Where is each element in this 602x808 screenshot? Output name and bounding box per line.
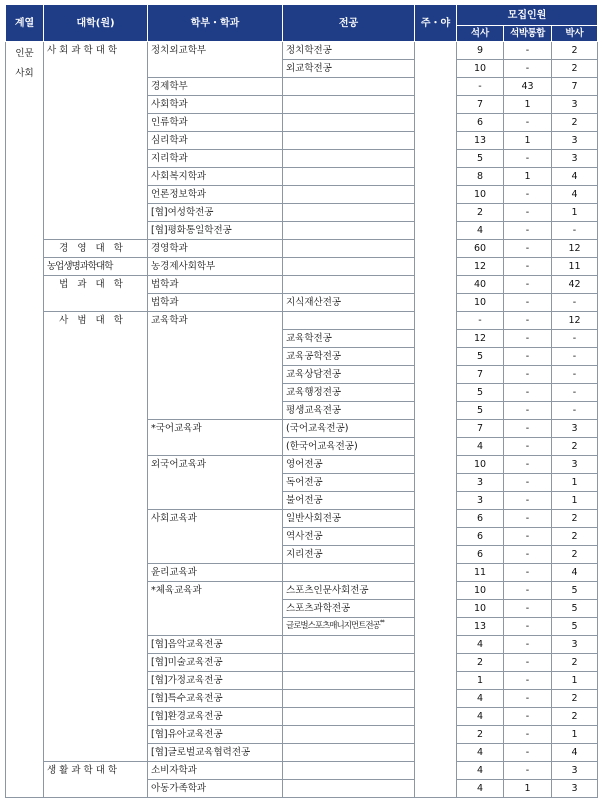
major-cell: 외교학전공 <box>283 60 415 78</box>
doctor-cell: 5 <box>552 600 598 618</box>
master-cell: 3 <box>457 474 504 492</box>
major-cell <box>283 726 415 744</box>
integrated-cell: - <box>504 114 552 132</box>
table-header <box>6 5 598 42</box>
integrated-cell: - <box>504 402 552 420</box>
master-cell: 2 <box>457 654 504 672</box>
doctor-cell: 3 <box>552 456 598 474</box>
college-business: 경영대학 <box>44 240 148 258</box>
dept-cell: 지리학과 <box>148 150 283 168</box>
doctor-cell: 2 <box>552 438 598 456</box>
dept-cell: [협]가정교육전공 <box>148 672 283 690</box>
major-cell: 교육상담전공 <box>283 366 415 384</box>
major-cell <box>283 186 415 204</box>
dept-cell: 외국어교육과 <box>148 456 283 510</box>
integrated-cell: - <box>504 222 552 240</box>
integrated-cell: - <box>504 294 552 312</box>
master-cell: 5 <box>457 150 504 168</box>
integrated-cell: - <box>504 258 552 276</box>
doctor-cell: 1 <box>552 474 598 492</box>
doctor-cell: 4 <box>552 168 598 186</box>
college-education: 사범대학 <box>44 312 148 762</box>
dept-cell: [협]환경교육전공 <box>148 708 283 726</box>
doctor-cell: 2 <box>552 708 598 726</box>
master-cell: 10 <box>457 186 504 204</box>
integrated-cell: 1 <box>504 780 552 798</box>
table-row <box>6 276 598 294</box>
dept-cell: 심리학과 <box>148 132 283 150</box>
integrated-cell: - <box>504 726 552 744</box>
major-cell: 스포츠과학전공 <box>283 600 415 618</box>
major-cell <box>283 132 415 150</box>
doctor-cell: - <box>552 348 598 366</box>
doctor-cell: 2 <box>552 528 598 546</box>
master-cell: 4 <box>457 690 504 708</box>
master-cell: 5 <box>457 384 504 402</box>
doctor-cell: 4 <box>552 186 598 204</box>
major-cell <box>283 672 415 690</box>
master-cell: 10 <box>457 600 504 618</box>
doctor-cell: 3 <box>552 762 598 780</box>
integrated-cell: 1 <box>504 132 552 150</box>
integrated-cell: - <box>504 546 552 564</box>
header-integrated: 석박통합 <box>504 26 552 42</box>
major-cell: 스포츠인문사회전공 <box>283 582 415 600</box>
integrated-cell: 1 <box>504 168 552 186</box>
major-footnote-mark: ** <box>379 619 384 627</box>
doctor-cell: 2 <box>552 42 598 60</box>
integrated-cell: - <box>504 762 552 780</box>
dept-cell: 정치외교학부 <box>148 42 283 78</box>
dept-cell: 법학과 <box>148 294 283 312</box>
dept-cell: 윤리교육과 <box>148 564 283 582</box>
college-law: 법과대학 <box>44 276 148 312</box>
master-cell: 60 <box>457 240 504 258</box>
major-cell: 정치학전공 <box>283 42 415 60</box>
major-cell <box>283 96 415 114</box>
major-cell: (한국어교육전공) <box>283 438 415 456</box>
master-cell: 6 <box>457 114 504 132</box>
master-cell: 40 <box>457 276 504 294</box>
doctor-cell: - <box>552 384 598 402</box>
header-major: 전공 <box>283 5 415 42</box>
integrated-cell: - <box>504 240 552 258</box>
integrated-cell: - <box>504 474 552 492</box>
master-cell: 7 <box>457 420 504 438</box>
major-cell: 역사전공 <box>283 528 415 546</box>
doctor-cell: - <box>552 330 598 348</box>
dept-cell: *체육교육과 <box>148 582 283 636</box>
integrated-cell: - <box>504 60 552 78</box>
college-human-ecology: 생활과학대학 <box>44 762 148 798</box>
dept-cell: 사회교육과 <box>148 510 283 564</box>
major-cell: (국어교육전공) <box>283 420 415 438</box>
major-cell <box>283 780 415 798</box>
header-field: 계열 <box>6 5 44 42</box>
major-cell <box>283 618 415 636</box>
master-cell: 12 <box>457 258 504 276</box>
field-cell <box>6 42 44 798</box>
major-cell: 영어전공 <box>283 456 415 474</box>
integrated-cell: - <box>504 690 552 708</box>
major-cell <box>283 222 415 240</box>
integrated-cell: - <box>504 204 552 222</box>
header-day-night: 주・야 <box>415 5 457 42</box>
dept-cell: 사회학과 <box>148 96 283 114</box>
dept-cell: [협]미술교육전공 <box>148 654 283 672</box>
doctor-cell: 12 <box>552 240 598 258</box>
integrated-cell: - <box>504 330 552 348</box>
integrated-cell: 43 <box>504 78 552 96</box>
header-master: 석사 <box>457 26 504 42</box>
master-cell: 10 <box>457 456 504 474</box>
dept-cell: 법학과 <box>148 276 283 294</box>
college-agri-life: 농업생명과학대학 <box>44 258 148 276</box>
doctor-cell: 1 <box>552 726 598 744</box>
field-line1: 인문 <box>15 48 34 59</box>
master-cell: - <box>457 312 504 330</box>
major-cell <box>283 654 415 672</box>
integrated-cell: - <box>504 438 552 456</box>
doctor-cell: 1 <box>552 672 598 690</box>
master-cell: 6 <box>457 546 504 564</box>
master-cell: 2 <box>457 204 504 222</box>
college-social-science: 사회과학대학 <box>44 42 148 240</box>
master-cell: 12 <box>457 330 504 348</box>
table-row <box>6 762 598 780</box>
master-cell: 8 <box>457 168 504 186</box>
major-cell: 평생교육전공 <box>283 402 415 420</box>
integrated-cell: - <box>504 618 552 636</box>
major-cell <box>283 204 415 222</box>
major-cell <box>283 150 415 168</box>
table-row <box>6 42 598 60</box>
doctor-cell: 3 <box>552 420 598 438</box>
dept-cell: 교육학과 <box>148 312 283 420</box>
doctor-cell: 2 <box>552 654 598 672</box>
doctor-cell: - <box>552 366 598 384</box>
dept-cell: 소비자학과 <box>148 762 283 780</box>
major-cell <box>283 168 415 186</box>
integrated-cell: - <box>504 600 552 618</box>
master-cell: 4 <box>457 780 504 798</box>
major-cell <box>283 78 415 96</box>
master-cell: 7 <box>457 96 504 114</box>
doctor-cell: 1 <box>552 204 598 222</box>
major-cell <box>283 762 415 780</box>
integrated-cell: - <box>504 348 552 366</box>
integrated-cell: - <box>504 582 552 600</box>
doctor-cell: 2 <box>552 114 598 132</box>
integrated-cell: - <box>504 636 552 654</box>
doctor-cell: 5 <box>552 618 598 636</box>
integrated-cell: - <box>504 186 552 204</box>
doctor-cell: 2 <box>552 546 598 564</box>
master-cell: 4 <box>457 744 504 762</box>
dept-cell: 경영학과 <box>148 240 283 258</box>
integrated-cell: - <box>504 366 552 384</box>
master-cell: 5 <box>457 348 504 366</box>
dept-cell: [협]유아교육전공 <box>148 726 283 744</box>
master-cell: 2 <box>457 726 504 744</box>
doctor-cell: 2 <box>552 60 598 78</box>
integrated-cell: - <box>504 654 552 672</box>
master-cell: 4 <box>457 708 504 726</box>
major-cell: 불어전공 <box>283 492 415 510</box>
doctor-cell: 2 <box>552 690 598 708</box>
integrated-cell: - <box>504 312 552 330</box>
integrated-cell: - <box>504 708 552 726</box>
doctor-cell: 42 <box>552 276 598 294</box>
dept-cell: [협]여성학전공 <box>148 204 283 222</box>
doctor-cell: - <box>552 402 598 420</box>
major-text: 글로벌스포츠매니지먼트전공 <box>286 621 380 631</box>
master-cell: 10 <box>457 60 504 78</box>
doctor-cell: 3 <box>552 96 598 114</box>
master-cell: 10 <box>457 582 504 600</box>
dept-cell: 인류학과 <box>148 114 283 132</box>
master-cell: 3 <box>457 492 504 510</box>
integrated-cell: - <box>504 384 552 402</box>
dept-cell: 농경제사회학부 <box>148 258 283 276</box>
major-cell: 일반사회전공 <box>283 510 415 528</box>
doctor-cell: 2 <box>552 510 598 528</box>
master-cell: 1 <box>457 672 504 690</box>
doctor-cell: 3 <box>552 150 598 168</box>
table-row <box>6 240 598 258</box>
doctor-cell: 1 <box>552 492 598 510</box>
dept-cell: 경제학부 <box>148 78 283 96</box>
integrated-cell: 1 <box>504 96 552 114</box>
graduate-recruitment-table <box>5 4 598 798</box>
doctor-cell: 3 <box>552 132 598 150</box>
doctor-cell: 4 <box>552 564 598 582</box>
doctor-cell: 4 <box>552 744 598 762</box>
doctor-cell: - <box>552 222 598 240</box>
master-cell: 4 <box>457 636 504 654</box>
major-cell: 교육공학전공 <box>283 348 415 366</box>
dept-cell: [협]글로벌교육협력전공 <box>148 744 283 762</box>
master-cell: 7 <box>457 366 504 384</box>
doctor-cell: 12 <box>552 312 598 330</box>
doctor-cell: 5 <box>552 582 598 600</box>
master-cell: 9 <box>457 42 504 60</box>
field-line2: 사회 <box>15 68 34 79</box>
integrated-cell: - <box>504 42 552 60</box>
header-college: 대학(원) <box>44 5 148 42</box>
master-cell: 11 <box>457 564 504 582</box>
integrated-cell: - <box>504 528 552 546</box>
day-night-cell <box>415 42 457 798</box>
master-cell: 13 <box>457 618 504 636</box>
master-cell: 4 <box>457 438 504 456</box>
master-cell: 6 <box>457 510 504 528</box>
header-doctor: 박사 <box>552 26 598 42</box>
master-cell: - <box>457 78 504 96</box>
major-cell <box>283 636 415 654</box>
master-cell: 5 <box>457 402 504 420</box>
major-cell <box>283 690 415 708</box>
header-recruitment: 모집인원 <box>457 5 598 26</box>
major-cell <box>283 276 415 294</box>
dept-cell: [협]특수교육전공 <box>148 690 283 708</box>
master-cell: 4 <box>457 222 504 240</box>
integrated-cell: - <box>504 564 552 582</box>
master-cell: 13 <box>457 132 504 150</box>
table-body <box>6 42 598 798</box>
major-cell: 지리전공 <box>283 546 415 564</box>
doctor-cell: 3 <box>552 636 598 654</box>
dept-cell: 사회복지학과 <box>148 168 283 186</box>
integrated-cell: - <box>504 492 552 510</box>
major-cell: 독어전공 <box>283 474 415 492</box>
integrated-cell: - <box>504 456 552 474</box>
doctor-cell: 11 <box>552 258 598 276</box>
major-cell: 교육학전공 <box>283 330 415 348</box>
dept-cell: 아동가족학과 <box>148 780 283 798</box>
doctor-cell: - <box>552 294 598 312</box>
dept-cell: [협]음악교육전공 <box>148 636 283 654</box>
major-cell <box>283 312 415 330</box>
doctor-cell: 3 <box>552 780 598 798</box>
dept-cell: 언론정보학과 <box>148 186 283 204</box>
major-cell <box>283 708 415 726</box>
major-cell <box>283 258 415 276</box>
dept-cell: [협]평화통일학전공 <box>148 222 283 240</box>
integrated-cell: - <box>504 150 552 168</box>
major-cell: 지식재산전공 <box>283 294 415 312</box>
integrated-cell: - <box>504 420 552 438</box>
table-row <box>6 312 598 330</box>
header-department: 학부・학과 <box>148 5 283 42</box>
master-cell: 6 <box>457 528 504 546</box>
doctor-cell: 7 <box>552 78 598 96</box>
integrated-cell: - <box>504 744 552 762</box>
integrated-cell: - <box>504 276 552 294</box>
major-cell <box>283 744 415 762</box>
master-cell: 4 <box>457 762 504 780</box>
integrated-cell: - <box>504 672 552 690</box>
major-cell <box>283 564 415 582</box>
major-cell <box>283 114 415 132</box>
table-row <box>6 258 598 276</box>
dept-cell: *국어교육과 <box>148 420 283 456</box>
integrated-cell: - <box>504 510 552 528</box>
major-cell: 교육행정전공 <box>283 384 415 402</box>
master-cell: 10 <box>457 294 504 312</box>
major-cell <box>283 240 415 258</box>
